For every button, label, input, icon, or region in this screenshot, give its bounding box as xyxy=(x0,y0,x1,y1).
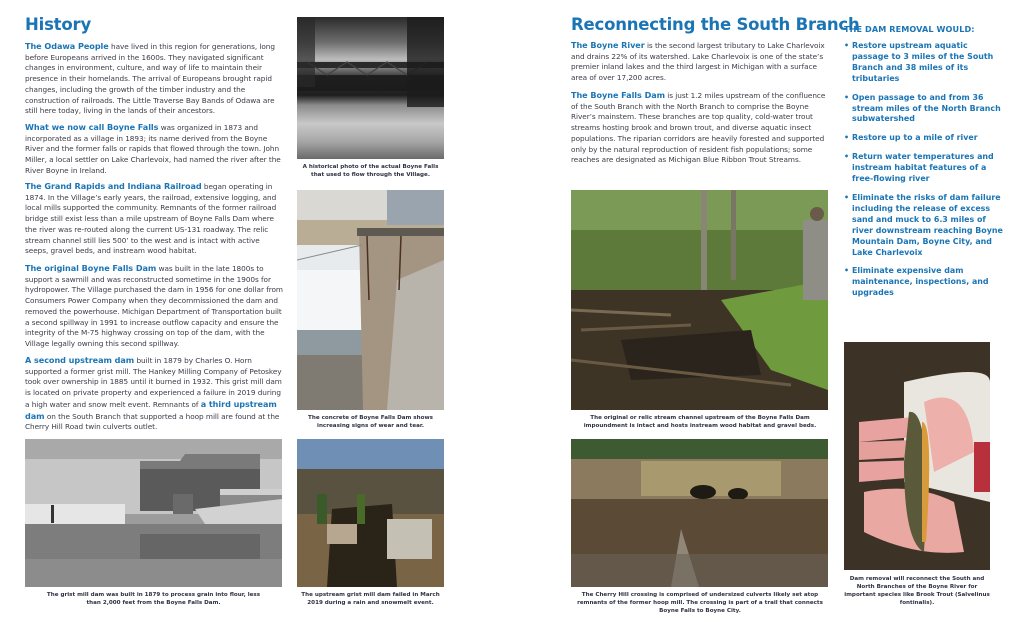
grist-mill-photo xyxy=(25,439,282,587)
dam-removal-benefits-list xyxy=(844,41,1004,307)
bullet-icon: • xyxy=(844,192,850,202)
concrete-dam-image xyxy=(297,190,444,410)
brook-trout-caption: Dam removal will reconnect the South and North Branches of the Boyne River for important species like Brook Trout (Salvelinus fontinalis). xyxy=(844,576,990,606)
paragraph-boyne-river: The Boyne River is the second largest tributary to Lake Charlevoix and drains 22% of its watershed. Lake Charlevoix is one of the state’s premier inland lakes and the third largest in Michigan with a surface area of over 17,200 acres. xyxy=(571,40,825,83)
reconnecting-title: Reconnecting the South Branch xyxy=(571,15,860,34)
historical-falls-image xyxy=(297,17,444,159)
paragraph-boyne-falls-dam: The Boyne Falls Dam is just 1.2 miles upstream of the confluence of the South Branch with the North Branch to comprise the Boyne River’s mainstem. These branches are top quality, cold-water trout streams hosting brook and brown trout, and diverse aquatic insect populations. The riparian corridors are heavily forested and supported only by the natural reproduction of resident fish populations; some reaches are designated as Michigan Blue Ribbon Trout Streams. xyxy=(571,90,826,165)
bullet-icon: • xyxy=(844,92,850,102)
historical-falls-caption: A historical photo of the actual Boyne Falls that used to flow through the Village. xyxy=(302,164,439,178)
bullet-icon: • xyxy=(844,266,850,276)
lead-railroad: The Grand Rapids and Indiana Railroad xyxy=(25,181,202,191)
benefit-item: • Return water temperatures and instream habitat features of a free-flowing river xyxy=(844,152,994,184)
cherry-hill-caption: The Cherry Hill crossing is comprised of undersized culverts likely set atop remnants of the former hoop mill. The crossing is part of a trail that connects Boyne Falls to Boyne City. xyxy=(577,592,823,614)
benefit-item: • Open passage to and from 36 stream miles of the North Branch subwatershed xyxy=(844,92,1001,124)
benefit-item: • Restore upstream aquatic passage to 3 miles of the South Branch and 38 miles of its tributaries xyxy=(844,41,994,83)
cherry-hill-image xyxy=(571,439,828,587)
grist-mill-caption: The grist mill dam was built in 1879 to process grain into flour, less than 2,000 feet from the Boyne Falls Dam. xyxy=(46,592,261,606)
lead-boyne-river: The Boyne River xyxy=(571,40,645,50)
brook-trout-photo xyxy=(844,342,990,570)
relic-channel-photo xyxy=(571,190,828,410)
lead-boyne-falls-dam: The Boyne Falls Dam xyxy=(571,90,666,100)
bullet-icon: • xyxy=(844,41,850,50)
lead-boyne-falls: What we now call Boyne Falls xyxy=(25,122,159,132)
benefit-item: • Eliminate expensive dam maintenance, inspections, and upgrades xyxy=(844,266,989,298)
dam-removal-heading: THE DAM REMOVAL WOULD: xyxy=(844,24,975,34)
upstream-dam-photo xyxy=(297,439,444,587)
concrete-dam-photo xyxy=(297,190,444,410)
brook-trout-image xyxy=(844,342,990,570)
paragraph-railroad: The Grand Rapids and Indiana Railroad began operating in 1874. In the Village’s early years, the railroad, extensive logging, and local mills supported the community. Remnants of the former railroad bridge still exist less than a mile upstream of Boyne Falls Dam where the river was re-routed along the current US-131 roadway. The relic stream channel still lies 500’ to the west and is intact with active seeps, gravel beds, and instream wood habitat. xyxy=(25,181,277,256)
lead-second-dam: A second upstream dam xyxy=(25,355,135,365)
historical-falls-photo xyxy=(297,17,444,159)
bullet-icon: • xyxy=(844,152,850,162)
upstream-dam-caption: The upstream grist mill dam failed in March 2019 during a rain and snowmelt event. xyxy=(301,592,440,606)
lead-original-dam: The original Boyne Falls Dam xyxy=(25,263,157,273)
upstream-dam-image xyxy=(297,439,444,587)
cherry-hill-photo xyxy=(571,439,828,587)
paragraph-upstream-dam: A second upstream dam built in 1879 by Charles O. Horn supported a former grist mill. The Hankey Milling Company of Petoskey took over ownership in 1885 until it burned in 1932. This grist mill dam is located on private property and experienced a failure in 2019 during a high water and snow melt event. Remnants of a third upstream dam on the South Branch that supported a hoop mill are found at the Cherry Hill Road twin culverts outlet. xyxy=(25,355,282,432)
history-title: History xyxy=(25,15,92,34)
bullet-icon: • xyxy=(844,133,850,143)
relic-channel-image xyxy=(571,190,828,410)
grist-mill-image xyxy=(25,439,282,587)
benefit-item: • Restore up to a mile of river xyxy=(844,133,978,143)
lead-third-dam: a third upstream dam xyxy=(25,398,277,421)
lead-odawa-people: The Odawa People xyxy=(25,41,109,51)
paragraph-boyne-falls: What we now call Boyne Falls was organized in 1873 and incorporated as a village in 1893; its name derived from the Boyne River and the former falls or rapids that flowed through the town. John Miller, a local settler on Lake Charlevoix, had named the river after the River Boyne in Ireland. xyxy=(25,122,281,175)
paragraph-original-dam: The original Boyne Falls Dam was built in the late 1800s to support a sawmill and was reconstructed sometime in the 1900s for hydropower. The Village purchased the dam in 1956 for one dollar from Consumers Power Company when they decommissioned the dam and removed the powerhouse. Michigan Department of Transportation built a second spillway in 1991 to increase outflow capacity and ensure the integrity of the M-75 highway crossing on top of the dam, with the Village legally owning this second spillway. xyxy=(25,263,283,348)
relic-channel-caption: The original or relic stream channel upstream of the Boyne Falls Dam impoundment is intact and hosts instream wood habitat and gravel beds. xyxy=(583,415,817,429)
benefit-item: • Eliminate the risks of dam failure including the release of excess sand and muck to 6.3 miles of river downstream reaching Boyne Mountain Dam, Boyne City, and Lake Charlevoix xyxy=(844,192,1003,257)
concrete-dam-caption: The concrete of Boyne Falls Dam shows increasing signs of wear and tear. xyxy=(308,415,433,429)
paragraph-odawa-people: The Odawa People have lived in this region for generations, long before Europeans arrived in the 1600s. They navigated significant changes in environment, culture, and way of life to maintain their presence in their homelands. The arrival of Europeans brought rapid changes, including the growth of the timber industry and the construction of railroads. The Little Traverse Bay Bands of Odawa are still here today, living in the lands of their ancestors. xyxy=(25,41,275,116)
